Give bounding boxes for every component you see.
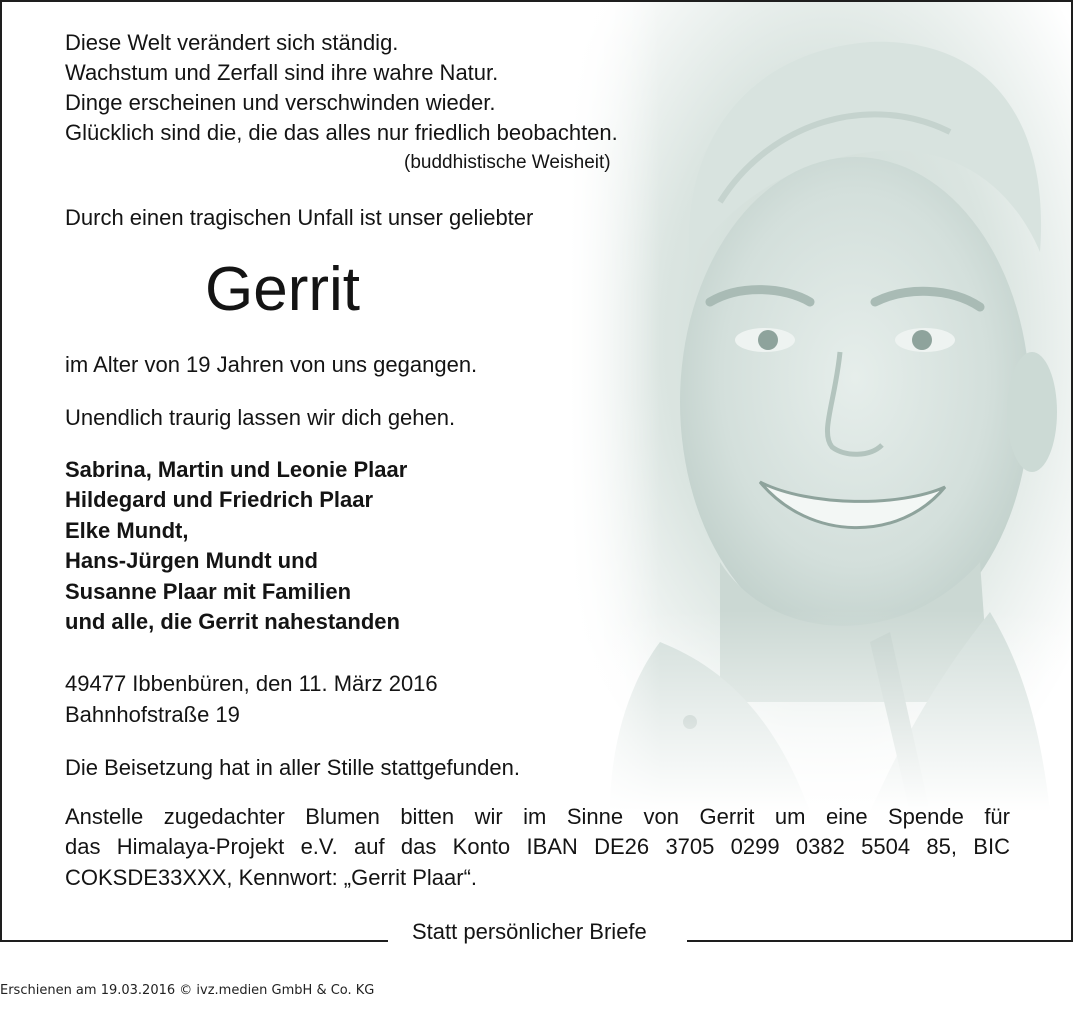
burial-note: Die Beisetzung hat in aller Stille stattgefunden. <box>65 755 520 780</box>
mourner-line: Hans-Jürgen Mundt und <box>65 548 318 574</box>
donation-line: das Himalaya-Projekt e.V. auf das Konto IBAN DE26 3705 0299 0382 5504 85, BIC <box>65 834 1010 860</box>
donation-line: COKSDE33XXX, Kennwort: „Gerrit Plaar“. <box>65 864 478 890</box>
quote-source: (buddhistische Weisheit) <box>404 152 611 173</box>
quote-line: Wachstum und Zerfall sind ihre wahre Natur. <box>65 60 499 85</box>
footer-rule-right <box>687 940 1073 942</box>
donation-line: Anstelle zugedachter Blumen bitten wir im Sinne von Gerrit um eine Spende für <box>65 804 1010 829</box>
deceased-name: Gerrit <box>205 255 360 324</box>
quote-line: Glücklich sind die, die das alles nur friedlich beobachten. <box>65 120 618 145</box>
mourners-list <box>65 455 407 637</box>
farewell-text: Unendlich traurig lassen wir dich gehen. <box>65 405 456 430</box>
mourner-line: Elke Mundt, <box>65 517 189 543</box>
mourner-line: Sabrina, Martin und Leonie Plaar <box>65 457 408 482</box>
street-address: Bahnhofstraße 19 <box>65 702 240 727</box>
intro-text: Durch einen tragischen Unfall ist unser geliebter <box>65 205 534 230</box>
quote-line: Diese Welt verändert sich ständig. <box>65 30 399 55</box>
place-date: 49477 Ibbenbüren, den 11. März 2016 <box>65 671 438 696</box>
age-text: im Alter von 19 Jahren von uns gegangen. <box>65 352 478 377</box>
portrait-photo <box>570 2 1071 812</box>
quote-line: Dinge erscheinen und verschwinden wieder. <box>65 90 496 115</box>
quote-block <box>65 28 618 148</box>
publication-credit: Erschienen am 19.03.2016 © ivz.medien GmbH & Co. KG <box>0 983 375 998</box>
footer-label: Statt persönlicher Briefe <box>412 919 647 944</box>
mourner-line: Susanne Plaar mit Familien <box>65 578 352 604</box>
donation-request <box>65 802 1010 893</box>
footer-rule-left <box>0 940 388 942</box>
mourner-line: und alle, die Gerrit nahestanden <box>65 609 400 635</box>
mourner-line: Hildegard und Friedrich Plaar <box>65 487 374 513</box>
